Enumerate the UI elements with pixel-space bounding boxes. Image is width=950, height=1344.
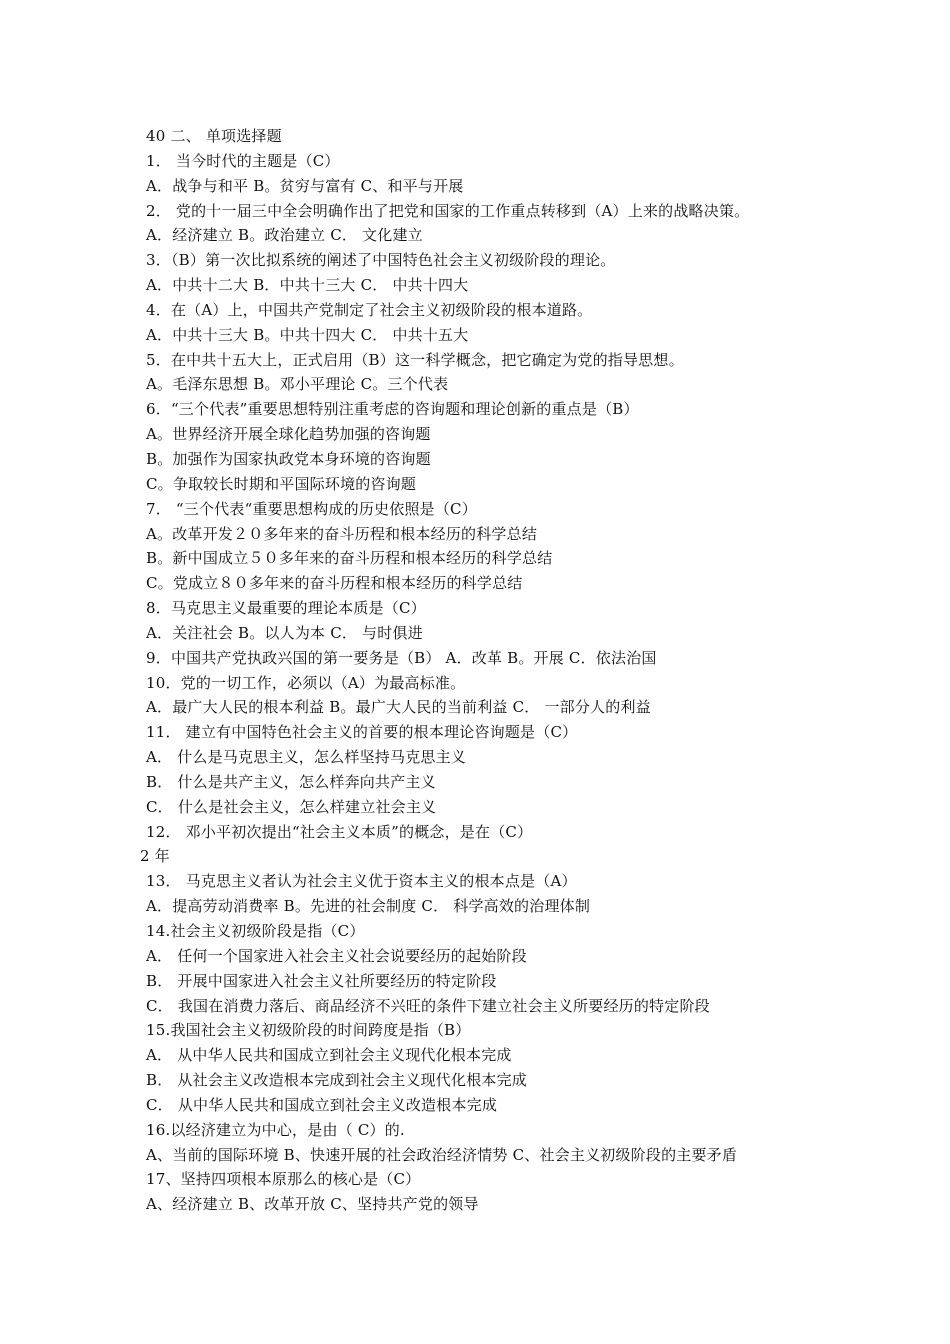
- question-6-option-b: B。加强作为国家执政党本身环境的咨询题: [146, 449, 431, 468]
- question-6-option-c: C。争取较长时期和平国际环境的咨询题: [146, 474, 417, 493]
- question-17-options: A、经济建立 B、改革开放 C、坚持共产党的领导: [146, 1195, 479, 1214]
- question-15-option-c: C． 从中华人民共和国成立到社会主义改造根本完成: [146, 1095, 498, 1114]
- question-2: 2． 党的十一届三中全会明确作出了把党和国家的工作重点转移到（A）上来的战略决策。: [146, 201, 750, 220]
- question-15: 15.我国社会主义初级阶段的时间跨度是指（B）: [146, 1021, 471, 1040]
- question-10: 10．党的一切工作，必须以（A）为最高标准。: [146, 673, 466, 692]
- question-3: 3．（B）第一次比拟系统的阐述了中国特色社会主义初级阶段的理论。: [146, 251, 616, 270]
- question-9: 9．中国共产党执政兴国的第一要务是（B） A．改革 B。开展 C．依法治国: [146, 648, 657, 667]
- question-14-option-b: B． 开展中国家进入社会主义社所要经历的特定阶段: [146, 971, 497, 990]
- question-5-options: A。毛泽东思想 B。邓小平理论 C。三个代表: [146, 375, 449, 394]
- question-10-options: A．最广大人民的根本利益 B。最广大人民的当前利益 C． 一部分人的利益: [146, 698, 651, 717]
- question-6-option-a: A。世界经济开展全球化趋势加强的咨询题: [146, 425, 431, 444]
- question-8: 8．马克思主义最重要的理论本质是（C）: [146, 599, 426, 618]
- question-17: 17、坚持四项根本原那么的核心是（C）: [146, 1170, 421, 1189]
- question-7-option-c: C。党成立８０多年来的奋斗历程和根本经历的科学总结: [146, 574, 523, 593]
- question-2-options: A．经济建立 B。政治建立 C． 文化建立: [146, 226, 423, 245]
- question-14-option-a: A． 任何一个国家进入社会主义社会说要经历的起始阶段: [146, 946, 527, 965]
- question-11-option-c: C． 什么是社会主义，怎么样建立社会主义: [146, 797, 437, 816]
- question-7-option-a: A。改革开发２０多年来的奋斗历程和根本经历的科学总结: [146, 524, 538, 543]
- question-16: 16.以经济建立为中心，是由（ C）的.: [146, 1120, 405, 1139]
- question-5: 5．在中共十五大上，正式启用（B）这一科学概念，把它确定为党的指导思想。: [146, 350, 684, 369]
- question-11: 11． 建立有中国特色社会主义的首要的根本理论咨询题是（C）: [146, 723, 578, 742]
- question-13: 13． 马克思主义者认为社会主义优于资本主义的根本点是（A）: [146, 872, 577, 891]
- question-14: 14.社会主义初级阶段是指（C）: [146, 922, 365, 940]
- question-12: 12． 邓小平初次提出“社会主义本质”的概念，是在（C）: [146, 822, 533, 841]
- question-1-options: A．战争与和平 B。贫穷与富有 C、和平与开展: [146, 176, 464, 195]
- question-15-option-a: A． 从中华人民共和国成立到社会主义现代化根本完成: [146, 1046, 512, 1065]
- question-11-option-a: A． 什么是马克思主义，怎么样坚持马克思主义: [146, 748, 467, 767]
- question-11-option-b: B． 什么是共产主义，怎么样奔向共产主义: [146, 772, 436, 791]
- question-4: 4．在（A）上，中国共产党制定了社会主义初级阶段的根本道路。: [146, 300, 593, 319]
- question-3-options: A．中共十二大 B．中共十三大 C． 中共十四大: [146, 276, 469, 295]
- question-1: 1． 当今时代的主题是（C）: [146, 151, 340, 170]
- question-15-option-b: B． 从社会主义改造根本完成到社会主义现代化根本完成: [146, 1071, 527, 1090]
- question-14-option-c: C． 我国在消费力落后、商品经济不兴旺的条件下建立社会主义所要经历的特定阶段: [146, 996, 710, 1015]
- document-body: [140, 124, 846, 1217]
- question-7-option-b: B。新中国成立５０多年来的奋斗历程和根本经历的科学总结: [146, 549, 553, 568]
- question-16-options: A、当前的国际环境 B、快速开展的社会政治经济情势 C、社会主义初级阶段的主要矛盾: [146, 1145, 738, 1164]
- question-13-options: A．提高劳动消费率 B。先进的社会制度 C． 科学高效的治理体制: [146, 897, 591, 916]
- section-heading: 40 二、 单项选择题: [146, 127, 282, 145]
- question-12-fragment: 2 年: [140, 847, 170, 866]
- question-8-options: A．关注社会 B。以人为本 C． 与时俱进: [146, 623, 423, 642]
- question-6: 6．“三个代表”重要思想特别注重考虑的咨询题和理论创新的重点是（B）: [146, 400, 639, 419]
- question-4-options: A．中共十三大 B。中共十四大 C． 中共十五大: [146, 325, 469, 344]
- question-7: 7． “三个代表“重要思想构成的历史依照是（C）: [146, 499, 477, 518]
